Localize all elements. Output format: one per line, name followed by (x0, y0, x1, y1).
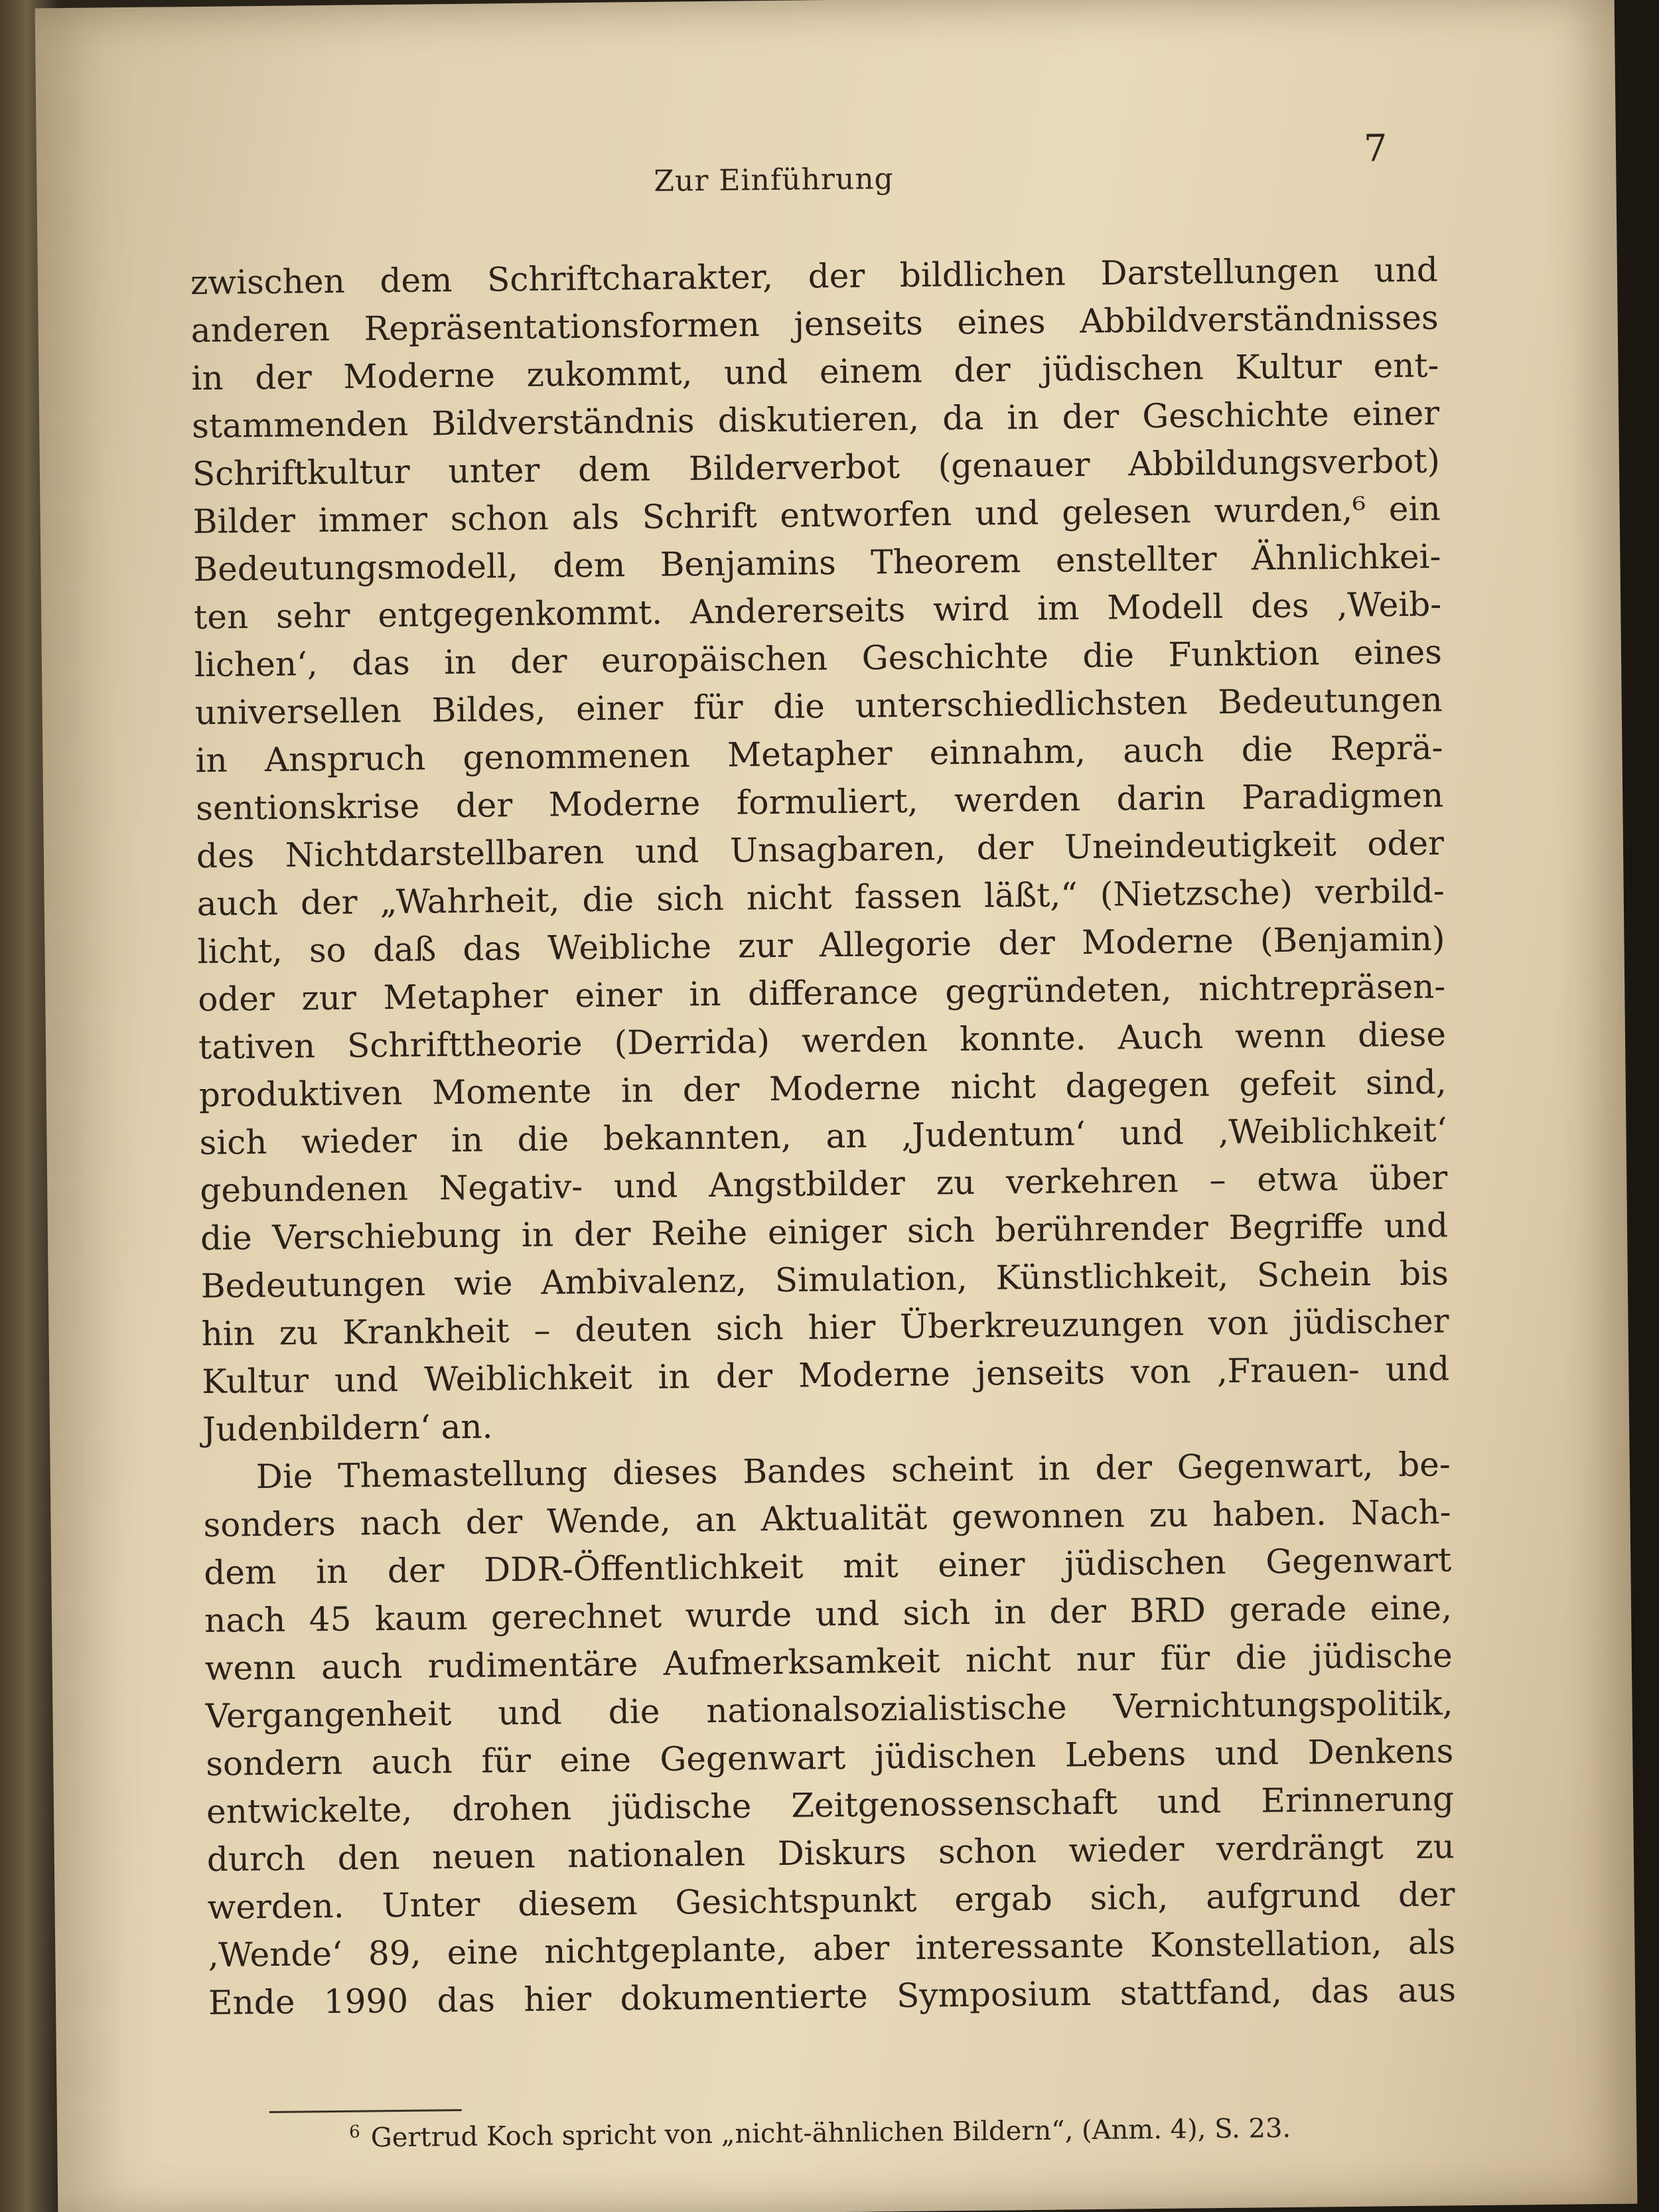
text-line: in der Moderne zukommt, und einem der jüdischen Kultur ent- (191, 346, 1439, 398)
text-line: in Anspruch genommenen Metapher einnahm, auch die Reprä- (195, 728, 1443, 780)
text-line: Bilder immer schon als Schrift entworfen und gelesen wurden,⁶ ein (192, 489, 1441, 542)
text-line: sich wieder in die bekannten, an ‚Judentum‘ und ‚Weiblichkeit‘ (199, 1110, 1447, 1163)
text-line: sondern auch für eine Gegenwart jüdischen Lebens und Denkens (206, 1732, 1454, 1783)
footnote-marker: 6 (348, 2122, 360, 2142)
running-head: Zur Einführung (654, 162, 894, 198)
text-line: auch der „Wahrheit, die sich nicht fassen läßt,“ (Nietzsche) verbild- (196, 871, 1445, 924)
text-line: Bedeutungen wie Ambivalenz, Simulation, Künstlichkeit, Schein bis (200, 1254, 1449, 1306)
text-line: gebundenen Negativ- und Angstbilder zu verkehren – etwa über (199, 1158, 1448, 1211)
paragraph-end-line: Judenbildern‘ an. (202, 1407, 493, 1449)
text-line: entwickelte, drohen jüdische Zeitgenossenschaft und Erinnerung (206, 1779, 1455, 1831)
footnote (349, 2112, 1291, 2154)
text-line: licht, so daß das Weibliche zur Allegorie der Moderne (Benjamin) (197, 919, 1445, 972)
text-line: sentionskrise der Moderne formuliert, werden darin Paradigmen (195, 776, 1444, 828)
footnote-text: Gertrud Koch spricht von „nicht-ähnlichen Bildern“, (Anm. 4), S. 23. (370, 2112, 1291, 2154)
text-line: Vergangenheit und die nationalsozialistische Vernichtungspolitik, (205, 1684, 1453, 1736)
paragraph-start-line: Die Themastellung dieses Bandes scheint in der Gegenwart, be- (255, 1445, 1451, 1497)
text-line: nach 45 kaum gerechnet wurde und sich in der BRD gerade eine, (204, 1588, 1453, 1641)
text-line: tativen Schrifttheorie (Derrida) werden konnte. Auch wenn diese (198, 1015, 1447, 1067)
text-line: produktiven Momente in der Moderne nicht dagegen gefeit sind, (198, 1063, 1447, 1115)
book-page (35, 0, 1638, 2212)
text-line: sonders nach der Wende, an Aktualität gewonnen zu haben. Nach- (203, 1493, 1451, 1545)
footnote-rule (269, 2109, 462, 2113)
text-line: anderen Repräsentationsformen jenseits eines Abbildverständnisses (190, 298, 1439, 350)
text-line: ‚Wende‘ 89, eine nichtgeplante, aber interessante Konstellation, als (208, 1923, 1456, 1974)
text-line: Kultur und Weiblichkeit in der Moderne jenseits von ‚Frauen- und (201, 1349, 1450, 1402)
text-line: zwischen dem Schriftcharakter, der bildlichen Darstellungen und (190, 250, 1439, 303)
text-line: die Verschiebung in der Reihe einiger sich berührender Begriffe und (200, 1206, 1449, 1258)
text-line: lichen‘, das in der europäischen Geschichte die Funktion eines (194, 632, 1443, 685)
text-line: werden. Unter diesem Gesichtspunkt ergab sich, aufgrund der (207, 1875, 1455, 1927)
text-line: ten sehr entgegenkommt. Andererseits wird im Modell des ‚Weib- (193, 585, 1442, 637)
text-line: Schriftkultur unter dem Bilderverbot (genauer Abbildungsverbot) (192, 441, 1441, 494)
text-line: oder zur Metapher einer in differance gegründeten, nichtrepräsen- (197, 967, 1446, 1019)
text-line: durch den neuen nationalen Diskurs schon wieder verdrängt zu (206, 1827, 1455, 1879)
text-line: Ende 1990 das hier dokumentierte Symposium stattfand, das aus (208, 1970, 1457, 2022)
text-line: stammenden Bildverständnis diskutieren, da in der Geschichte einer (191, 394, 1440, 446)
text-line: wenn auch rudimentäre Aufmerksamkeit nicht nur für die jüdische (204, 1636, 1453, 1688)
page-number: 7 (1363, 127, 1388, 171)
text-line: des Nichtdarstellbaren und Unsagbaren, der Uneindeutigkeit oder (196, 824, 1445, 876)
text-line: hin zu Krankheit – deuten sich hier Überkreuzungen von jüdischer (201, 1301, 1449, 1354)
text-line: universellen Bildes, einer für die unterschiedlichsten Bedeutungen (194, 680, 1443, 733)
text-line: Bedeutungsmodell, dem Benjamins Theorem enstellter Ähnlichkei- (193, 537, 1441, 589)
text-line: dem in der DDR-Öffentlichkeit mit einer jüdischen Gegenwart (204, 1540, 1452, 1593)
body-text (190, 246, 1457, 2027)
